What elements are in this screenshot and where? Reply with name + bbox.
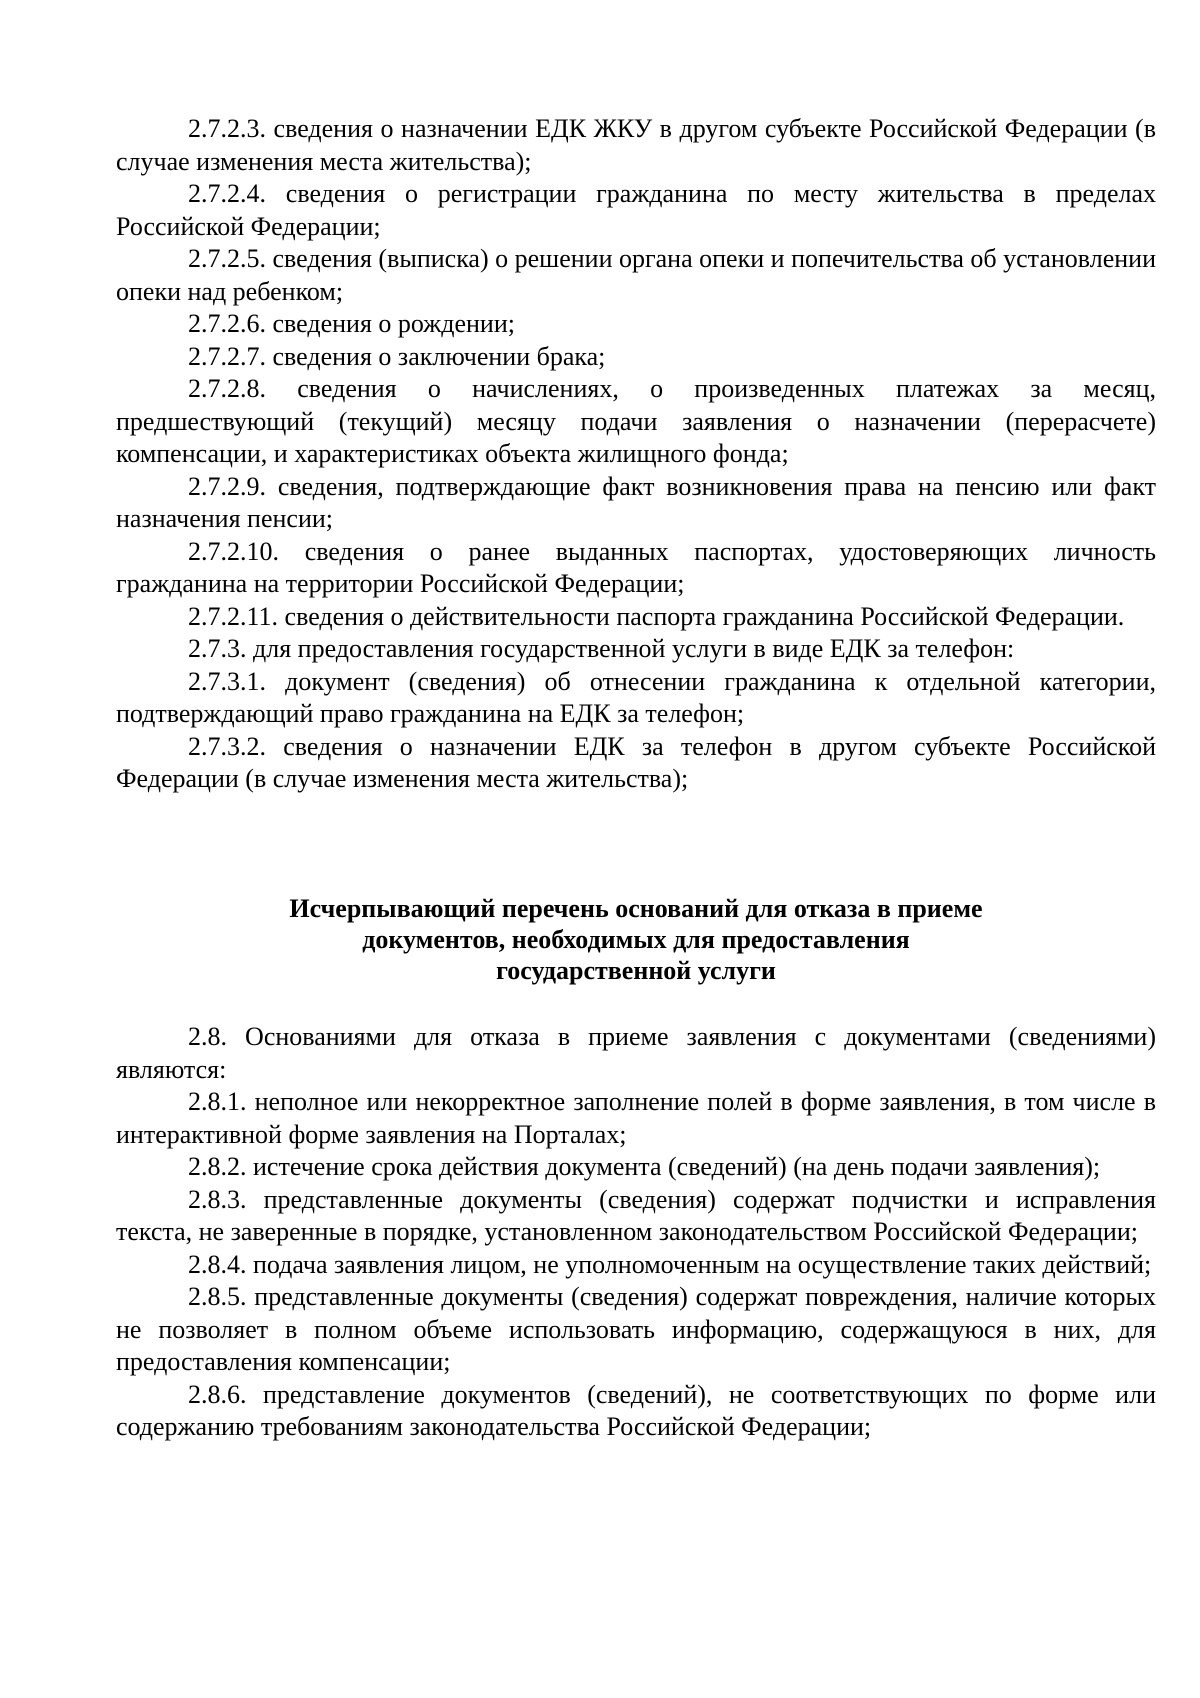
paragraph-2-7-2-4: 2.7.2.4. сведения о регистрации гражданина по месту жительства в пределах Российской Федерации; bbox=[116, 179, 1156, 241]
paragraph-2-8-5: 2.8.5. представленные документы (сведения) содержат повреждения, наличие которых не позволяет в полном объеме использовать информацию, содержащуюся в них, для предоставления компенсации; bbox=[116, 1282, 1156, 1376]
paragraph-2-8-1: 2.8.1. неполное или некорректное заполнение полей в форме заявления, в том числе в интерактивной форме заявления на Порталах; bbox=[116, 1087, 1156, 1149]
paragraph-2-7-2-5: 2.7.2.5. сведения (выписка) о решении органа опеки и попечительства об установлении опеки над ребенком; bbox=[116, 244, 1156, 306]
paragraph-2-8: 2.8. Основаниями для отказа в приеме заявления с документами (сведениями) являются: bbox=[116, 1022, 1156, 1084]
paragraph-2-7-2-11: 2.7.2.11. сведения о действительности паспорта гражданина Российской Федерации. bbox=[188, 601, 1125, 631]
paragraph-2-8-3: 2.8.3. представленные документы (сведения) содержат подчистки и исправления текста, не заверенные в порядке, установленном законодательством Российской Федерации; bbox=[116, 1184, 1156, 1246]
paragraph-2-8-6: 2.8.6. представление документов (сведений), не соответствующих по форме или содержанию требованиям законодательства Российской Федерации; bbox=[116, 1379, 1156, 1441]
paragraph-2-8-4: 2.8.4. подача заявления лицом, не уполномоченным на осуществление таких действий; bbox=[188, 1249, 1152, 1279]
paragraph-2-7-2-9: 2.7.2.9. сведения, подтверждающие факт возникновения права на пенсию или факт назначения пенсии; bbox=[116, 471, 1156, 533]
heading-line-2: документов, необходимых для предоставления bbox=[362, 925, 910, 954]
paragraph-2-7-2-10: 2.7.2.10. сведения о ранее выданных паспортах, удостоверяющих личность гражданина на территории Российской Федерации; bbox=[116, 536, 1156, 598]
paragraph-2-7-2-8: 2.7.2.8. сведения о начислениях, о произведенных платежах за месяц, предшествующий (текущий) месяцу подачи заявления о назначении (перерасчете) компенсации, и характеристиках объекта жилищного фонда; bbox=[116, 374, 1156, 468]
paragraph-2-7-3: 2.7.3. для предоставления государственной услуги в виде ЕДК за телефон: bbox=[188, 634, 1015, 663]
paragraph-2-7-2-7: 2.7.2.7. сведения о заключении брака; bbox=[188, 341, 606, 371]
paragraph-2-7-3-1: 2.7.3.1. документ (сведения) об отнесении гражданина к отдельной категории, подтверждающий право гражданина на ЕДК за телефон; bbox=[116, 666, 1156, 728]
heading-line-3: государственной услуги bbox=[496, 956, 776, 985]
paragraph-2-7-2-6: 2.7.2.6. сведения о рождении; bbox=[188, 309, 515, 338]
heading-line-1: Исчерпывающий перечень оснований для отказа в приеме bbox=[289, 894, 983, 923]
paragraph-2-7-2-3: 2.7.2.3. сведения о назначении ЕДК ЖКУ в другом субъекте Российской Федерации (в случае изменения места жительства); bbox=[116, 114, 1156, 176]
paragraph-2-7-3-2: 2.7.3.2. сведения о назначении ЕДК за телефон в другом субъекте Российской Федерации (в случае изменения места жительства); bbox=[116, 731, 1156, 793]
paragraph-2-8-2: 2.8.2. истечение срока действия документа (сведений) (на день подачи заявления); bbox=[188, 1152, 1101, 1181]
section-refusal-grounds bbox=[116, 1021, 1156, 1444]
section-heading bbox=[116, 893, 1156, 986]
section-documents-list bbox=[116, 113, 1156, 796]
